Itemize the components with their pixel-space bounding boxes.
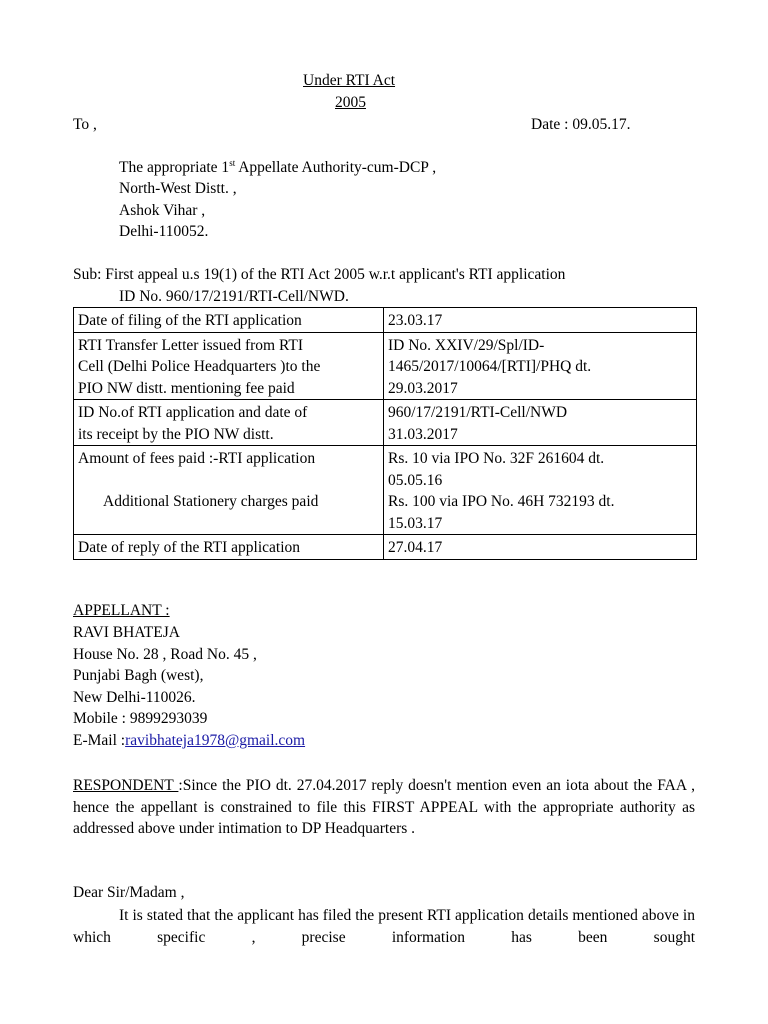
table-row bbox=[74, 446, 697, 535]
appellant-email-row bbox=[73, 732, 305, 750]
subject-line2: ID No. 960/17/2191/RTI-Cell/NWD. bbox=[119, 288, 349, 305]
subject-line1: Sub: First appeal u.s 19(1) of the RTI Act 2005 w.r.t applicant's RTI application bbox=[73, 266, 566, 283]
addressee-line4: Delhi-110052. bbox=[119, 223, 209, 240]
addressee-line1 bbox=[119, 158, 436, 177]
table-cell-label: RTI Transfer Letter issued from RTI Cell (Delhi Police Headquarters )to the PIO NW distt. mentioning fee paid bbox=[74, 332, 384, 400]
respondent-heading: RESPONDENT bbox=[73, 777, 179, 794]
document-title: Under RTI Act bbox=[303, 72, 396, 89]
table-cell-value: 23.03.17 bbox=[384, 308, 697, 333]
table-cell-value: Rs. 10 via IPO No. 32F 261604 dt. 05.05.16 Rs. 100 via IPO No. 46H 732193 dt. 15.03.17 bbox=[384, 446, 697, 535]
rti-details-table bbox=[73, 307, 697, 560]
document-title-year: 2005 bbox=[335, 94, 366, 111]
appellant-address-line2: Punjabi Bagh (west), bbox=[73, 667, 204, 684]
table-row bbox=[74, 332, 697, 400]
letter-date: Date : 09.05.17. bbox=[531, 116, 631, 133]
addressee-line1-post: Appellate Authority-cum-DCP , bbox=[235, 159, 437, 177]
table-cell-label: Amount of fees paid :-RTI application Additional Stationery charges paid bbox=[74, 446, 384, 535]
appellant-name: RAVI BHATEJA bbox=[73, 624, 180, 641]
table-cell-label: ID No.of RTI application and date of its receipt by the PIO NW distt. bbox=[74, 400, 384, 446]
salutation: Dear Sir/Madam , bbox=[73, 884, 185, 901]
letter-body: It is stated that the applicant has filed the present RTI application details mentioned above in which specific , precise information has been sought bbox=[73, 907, 695, 946]
respondent-paragraph bbox=[73, 775, 695, 840]
addressee-line1-pre: The appropriate 1 bbox=[119, 159, 230, 177]
table-row bbox=[74, 400, 697, 446]
addressee-line3: Ashok Vihar , bbox=[119, 202, 206, 219]
to-label: To , bbox=[73, 116, 97, 133]
appellant-heading: APPELLANT : bbox=[73, 602, 170, 619]
appellant-address-line1: House No. 28 , Road No. 45 , bbox=[73, 646, 257, 663]
appellant-address-line3: New Delhi-110026. bbox=[73, 689, 196, 706]
table-row bbox=[74, 535, 697, 560]
table-cell-value: 960/17/2191/RTI-Cell/NWD 31.03.2017 bbox=[384, 400, 697, 446]
addressee-ordinal-suffix: st bbox=[229, 158, 236, 168]
appellant-mobile: Mobile : 9899293039 bbox=[73, 710, 208, 727]
table-cell-label: Date of filing of the RTI application bbox=[74, 308, 384, 333]
table-row bbox=[74, 308, 697, 333]
table-cell-value: ID No. XXIV/29/Spl/ID- 1465/2017/10064/[RTI]/PHQ dt. 29.03.2017 bbox=[384, 332, 697, 400]
email-link[interactable]: ravibhateja1978@gmail.com bbox=[125, 732, 306, 749]
respondent-text: :Since the PIO dt. 27.04.2017 reply doesn't mention even an iota about the FAA , hence the appellant is constrained to file this FIRST APPEAL with the appropriate authority as addressed above under intimation to DP Headquarters . bbox=[73, 777, 695, 837]
table-cell-value: 27.04.17 bbox=[384, 535, 697, 560]
addressee-line2: North-West Distt. , bbox=[119, 180, 237, 197]
email-label: E-Mail : bbox=[73, 732, 126, 749]
table-cell-label: Date of reply of the RTI application bbox=[74, 535, 384, 560]
